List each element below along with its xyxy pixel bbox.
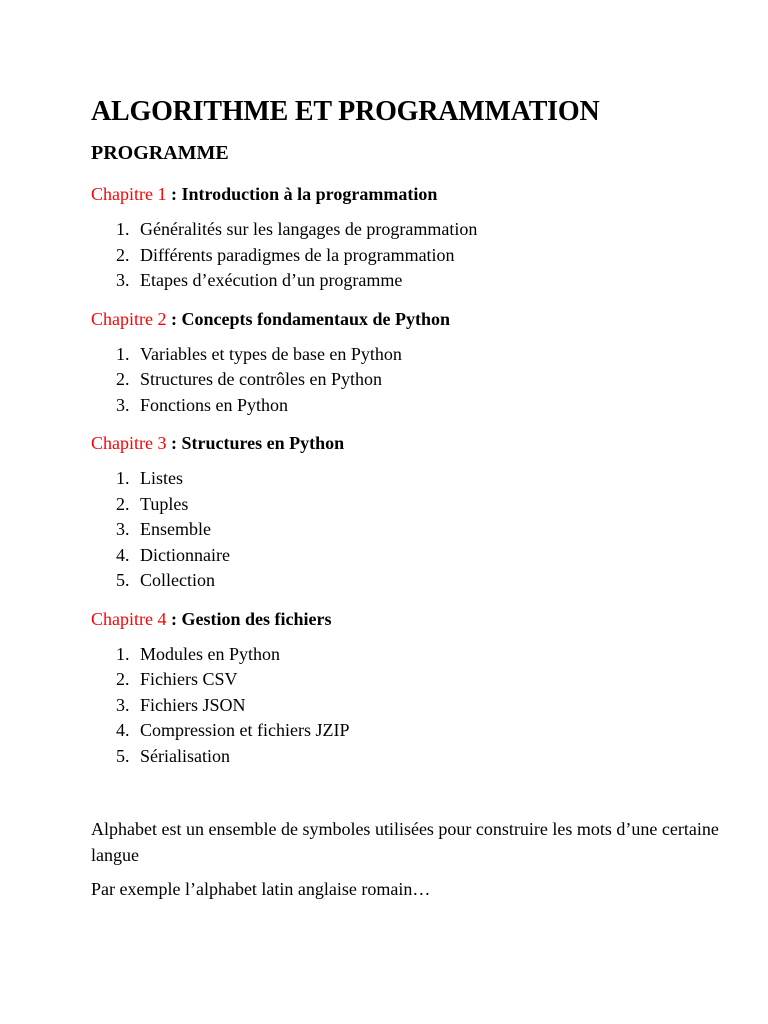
list-item [116, 642, 731, 668]
list-item [116, 543, 731, 569]
list-item [116, 342, 731, 368]
chapter-section [91, 430, 731, 594]
item-number: 4. [116, 720, 130, 740]
item-text: Listes [140, 468, 183, 488]
chapter-title: Gestion des fichiers [181, 608, 332, 629]
item-text: Etapes d’exécution d’un programme [140, 270, 403, 290]
chapter-item-list [91, 217, 731, 294]
chapter-title: Introduction à la programmation [181, 184, 438, 204]
chapter-heading [91, 181, 731, 207]
chapter-section [91, 181, 731, 294]
item-text: Variables et types de base en Python [140, 343, 402, 364]
chapter-label: Chapitre 1 [91, 184, 167, 204]
item-text: Fichiers JSON [140, 694, 246, 715]
chapter-title: Structures en Python [181, 433, 345, 453]
list-item [116, 568, 731, 594]
item-text: Fichiers CSV [140, 669, 238, 689]
document-title: ALGORITHME ET PROGRAMMATION [91, 96, 600, 127]
list-item [116, 466, 731, 492]
chapter-separator: : [166, 184, 182, 204]
chapter-heading [91, 430, 731, 456]
list-item [116, 367, 731, 393]
document-page [91, 92, 731, 903]
item-text: Collection [140, 570, 215, 590]
item-text: Compression et fichiers JZIP [140, 720, 350, 740]
list-item [116, 718, 731, 744]
chapter-item-list [91, 342, 731, 419]
list-item [116, 243, 731, 269]
list-item [116, 217, 731, 243]
list-item [116, 268, 731, 294]
item-number: 1. [116, 468, 130, 488]
chapter-title: Concepts fondamentaux de Python [181, 308, 451, 329]
chapter-label: Chapitre 2 [91, 308, 167, 329]
item-number: 1. [116, 343, 130, 364]
chapter-section [91, 606, 731, 770]
item-number: 5. [116, 570, 130, 590]
body-paragraph: Alphabet est un ensemble de symboles utilisées pour construire les mots d’une certaine langue [91, 819, 719, 865]
item-number: 2. [116, 369, 130, 389]
list-item [116, 492, 731, 518]
item-text: Généralités sur les langages de programmation [140, 219, 478, 239]
item-number: 3. [116, 519, 130, 539]
chapter-separator: : [166, 433, 182, 453]
item-number: 3. [116, 394, 130, 415]
item-number: 2. [116, 669, 130, 689]
item-text: Sérialisation [140, 745, 230, 766]
chapter-item-list [91, 466, 731, 594]
item-number: 2. [116, 244, 130, 265]
chapter-label: Chapitre 4 [91, 608, 167, 629]
chapter-item-list [91, 642, 731, 770]
chapter-separator: : [166, 308, 182, 329]
chapter-heading [91, 606, 731, 632]
item-text: Dictionnaire [140, 544, 230, 565]
list-item [116, 744, 731, 770]
item-number: 3. [116, 694, 130, 715]
list-item [116, 517, 731, 543]
item-number: 1. [116, 643, 130, 664]
chapter-separator: : [166, 608, 182, 629]
item-text: Modules en Python [140, 643, 281, 664]
item-number: 3. [116, 270, 130, 290]
chapter-label: Chapitre 3 [91, 433, 167, 453]
item-text: Différents paradigmes de la programmation [140, 244, 455, 265]
item-number: 1. [116, 219, 130, 239]
list-item [116, 393, 731, 419]
item-text: Tuples [140, 493, 189, 514]
body-paragraph: Par exemple l’alphabet latin anglaise romain… [91, 879, 431, 899]
item-number: 5. [116, 745, 130, 766]
chapter-heading [91, 306, 731, 332]
item-text: Structures de contrôles en Python [140, 369, 382, 389]
item-text: Ensemble [140, 519, 211, 539]
item-number: 2. [116, 493, 130, 514]
item-number: 4. [116, 544, 130, 565]
chapter-section [91, 306, 731, 419]
list-item [116, 667, 731, 693]
item-text: Fonctions en Python [140, 394, 289, 415]
document-subtitle: PROGRAMME [91, 142, 229, 164]
list-item [116, 693, 731, 719]
